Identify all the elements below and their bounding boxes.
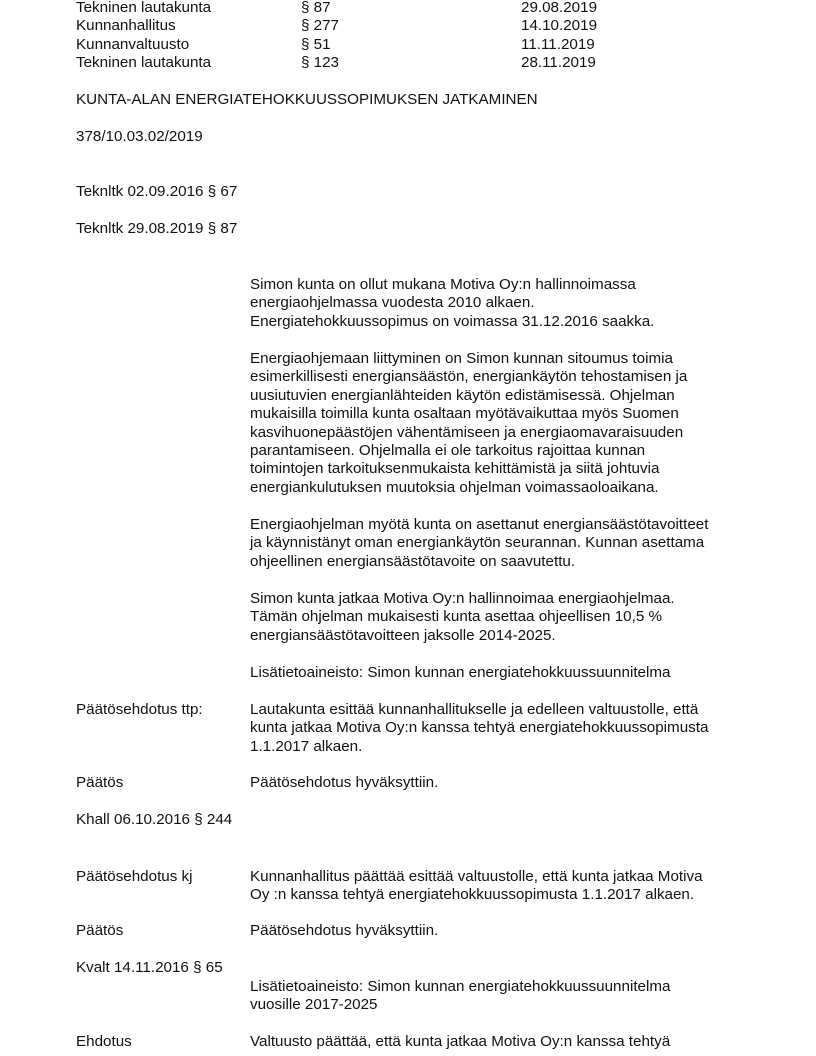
paragraph-attachment: Lisätietoaineisto: Simon kunnan energiatehokkuussuunnitelma vuosille 2017-2025 bbox=[250, 978, 671, 1014]
paragraph-attachment: Lisätietoaineisto: Simon kunnan energiatehokkuussuunnitelma bbox=[250, 664, 671, 681]
paragraph-proposal-ttp: Lautakunta esittää kunnanhallitukselle ja edelleen valtuustolle, että kunta jatkaa Motiva Oy:n kanssa tehtyä energiatehokkuussopimusta 1.1.2017 alkaen. bbox=[250, 701, 709, 755]
paragraph-background: Simon kunta on ollut mukana Motiva Oy:n hallinnoimassa energiaohjelmassa vuodesta 2010 alkaen. Energiatehokkuussopimus on voimassa 31.12.2016 saakka. bbox=[250, 276, 655, 330]
meeting-date: 29.08.2019 bbox=[521, 0, 598, 16]
meeting-body: Tekninen lautakunta bbox=[76, 54, 212, 71]
reference-khall-2016: Khall 06.10.2016 § 244 bbox=[76, 811, 233, 828]
paragraph-proposal-kj: Kunnanhallitus päättää esittää valtuustolle, että kunta jatkaa Motiva Oy :n kanssa tehtyä energiatehokkuussopimusta 1.1.2017 alkaen. bbox=[250, 868, 703, 904]
paragraph-decision: Päätösehdotus hyväksyttiin. bbox=[250, 774, 439, 791]
meeting-section: § 277 bbox=[301, 17, 340, 34]
meeting-section: § 51 bbox=[301, 36, 331, 53]
meeting-date: 11.11.2019 bbox=[521, 36, 595, 53]
meeting-section: § 87 bbox=[301, 0, 331, 16]
reference-teknltk-2019: Teknltk 29.08.2019 § 87 bbox=[76, 220, 238, 237]
meeting-date: 14.10.2019 bbox=[521, 17, 598, 34]
meeting-date: 28.11.2019 bbox=[521, 54, 596, 71]
paragraph-decision: Päätösehdotus hyväksyttiin. bbox=[250, 922, 439, 939]
label-decision-proposal-ttp: Päätösehdotus ttp: bbox=[76, 701, 203, 718]
paragraph-continuation: Simon kunta jatkaa Motiva Oy:n hallinnoimaa energiaohjelmaa. Tämän ohjelman mukaisesti kunta asettaa ohjeellisen 10,5 % energiansäästötavoitteen jaksolle 2014-2025. bbox=[250, 590, 675, 644]
reference-teknltk-2016: Teknltk 02.09.2016 § 67 bbox=[76, 183, 238, 200]
paragraph-targets: Energiaohjelman myötä kunta on asettanut energiansäästötavoitteet ja käynnistänyt oman energiankäytön seurannan. Kunnan asettama ohjeellinen energiansäästötavoite on saavutettu. bbox=[250, 516, 709, 570]
label-proposal: Ehdotus bbox=[76, 1033, 132, 1050]
label-decision: Päätös bbox=[76, 922, 124, 939]
record-number: 378/10.03.02/2019 bbox=[76, 128, 203, 145]
label-decision-proposal-kj: Päätösehdotus kj bbox=[76, 868, 193, 885]
label-decision: Päätös bbox=[76, 774, 124, 791]
paragraph-proposal: Valtuusto päättää, että kunta jatkaa Motiva Oy:n kanssa tehtyä bbox=[250, 1033, 671, 1050]
meeting-section: § 123 bbox=[301, 54, 340, 71]
meeting-body: Tekninen lautakunta bbox=[76, 0, 212, 16]
paragraph-commitment: Energiaohjemaan liittyminen on Simon kunnan sitoumus toimia esimerkillisesti energiansäästön, energiankäytön tehostamisen ja uusiutuvien energianlähteiden käytön edistämisessä. Ohjelman mukaisilla toimilla kunta osaltaan myötävaikuttaa myös Suomen kasvihuonepäästöjen vähentämiseen ja energiaomavaraisuuden parantamiseen. Ohjelmalla ei ole tarkoitus rajoittaa kunnan toimintojen tarkoituksenmukaista kehittämistä ja siitä johtuvia energiankulutuksen muutoksia ohjelman voimassaoloaikana. bbox=[250, 350, 688, 496]
meeting-body: Kunnanhallitus bbox=[76, 17, 176, 34]
reference-kvalt-2016: Kvalt 14.11.2016 § 65 bbox=[76, 959, 223, 976]
document-title: KUNTA-ALAN ENERGIATEHOKKUUSSOPIMUKSEN JATKAMINEN bbox=[76, 91, 538, 108]
meeting-body: Kunnanvaltuusto bbox=[76, 36, 190, 53]
